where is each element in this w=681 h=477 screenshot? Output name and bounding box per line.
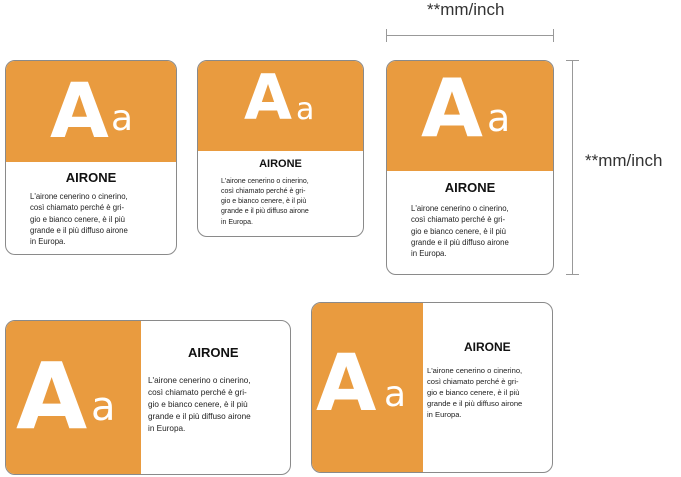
- card-title: AIRONE: [259, 158, 302, 170]
- body-line: L'airone cenerino o cinerino,: [30, 192, 128, 201]
- body-line: gio e bianco cenere, è il più: [30, 214, 125, 224]
- card-title: AIRONE: [65, 170, 117, 185]
- width-dimension-tick-right: [553, 29, 554, 42]
- glyph-lowercase-a: a: [91, 384, 116, 430]
- card-title: AIRONE: [188, 345, 239, 360]
- card-horizontal-1: [5, 320, 291, 475]
- body-line: in Europa.: [30, 237, 66, 247]
- card-vertical-2: [197, 60, 364, 237]
- body-line: in Europa.: [221, 218, 253, 226]
- height-dimension-line: [572, 60, 573, 274]
- body-line: L'airone cenerino o cinerino,: [221, 178, 309, 185]
- body-line: gio e bianco cenere, è il più: [221, 198, 307, 206]
- body-line: grande e il più diffuso airone: [30, 225, 128, 235]
- glyph-uppercase-a: A: [421, 62, 483, 155]
- body-line: in Europa.: [427, 410, 462, 419]
- body-line: grande e il più diffuso airone: [148, 411, 251, 421]
- card-body-text: [148, 375, 286, 434]
- body-line: in Europa.: [148, 423, 186, 433]
- body-line: così chiamato perché è gri-: [411, 215, 506, 225]
- height-dimension-tick-bottom: [566, 274, 579, 275]
- glyph-uppercase-a: A: [244, 61, 292, 134]
- glyph-lowercase-a: a: [487, 96, 511, 140]
- card-title: AIRONE: [464, 340, 511, 354]
- body-line: così chiamato perché è gri-: [221, 188, 306, 196]
- height-dimension-label: **mm/inch: [585, 151, 663, 170]
- width-dimension-line: [386, 35, 553, 36]
- body-line: così chiamato perché è gri-: [148, 387, 247, 397]
- glyph-lowercase-a: a: [384, 374, 407, 415]
- card-body-text: [427, 365, 549, 420]
- width-dimension-label: **mm/inch: [427, 0, 505, 19]
- body-line: così chiamato perché è gri-: [427, 377, 519, 386]
- card-vertical-1: [5, 60, 177, 255]
- card-horizontal-2: [311, 302, 553, 473]
- glyph-lowercase-a: a: [111, 98, 134, 139]
- body-line: gio e bianco cenere, è il più: [411, 226, 506, 236]
- glyph-lowercase-a: a: [296, 92, 315, 127]
- card-title: AIRONE: [444, 180, 496, 195]
- width-dimension-tick-left: [386, 29, 387, 42]
- glyph-uppercase-a: A: [16, 343, 88, 450]
- card-vertical-3: [386, 60, 554, 275]
- card-body-text: [30, 191, 160, 247]
- body-line: grande e il più diffuso airone: [427, 399, 523, 408]
- height-dimension-tick-top: [566, 60, 579, 61]
- glyph-uppercase-a: A: [316, 339, 377, 429]
- body-line: grande e il più diffuso airone: [411, 237, 509, 247]
- body-line: grande e il più diffuso airone: [221, 208, 309, 216]
- body-line: gio e bianco cenere, è il più: [148, 399, 248, 409]
- body-line: L'airone cenerino o cinerino,: [427, 366, 523, 375]
- card-body-text: [221, 177, 349, 228]
- body-line: L'airone cenerino o cinerino,: [148, 376, 251, 385]
- body-line: gio e bianco cenere, è il più: [427, 388, 520, 397]
- glyph-uppercase-a: A: [50, 66, 109, 155]
- card-body-text: [411, 203, 539, 259]
- body-line: L'airone cenerino o cinerino,: [411, 204, 509, 213]
- body-line: in Europa.: [411, 249, 447, 259]
- body-line: così chiamato perché è gri-: [30, 203, 125, 213]
